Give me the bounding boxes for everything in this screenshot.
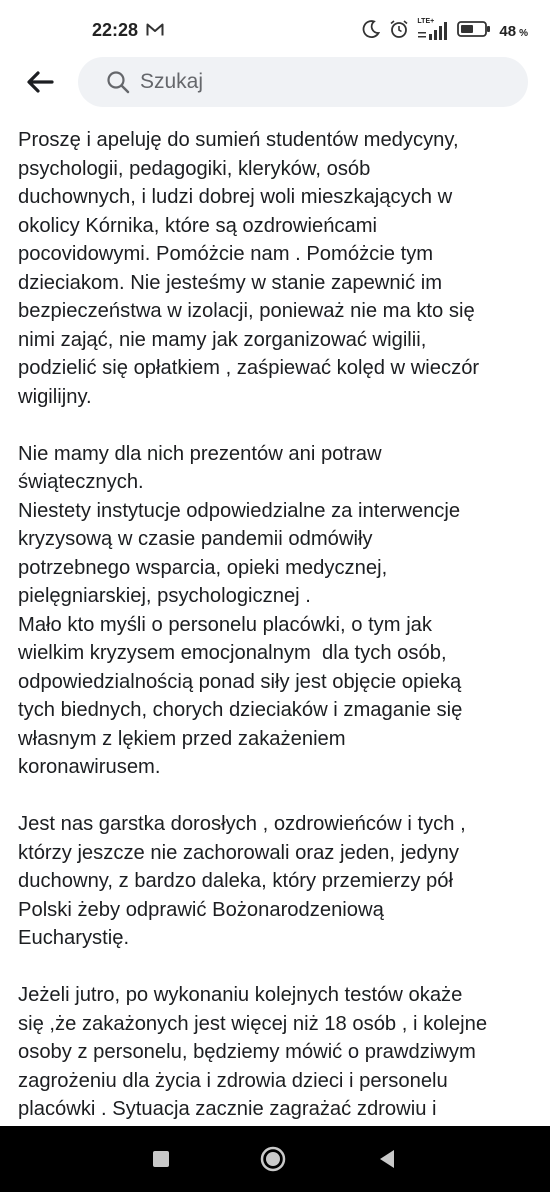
text-line: którzy jeszcze nie zachorowali oraz jeden, jedyny [18, 841, 459, 864]
text-line: Proszę i apeluję do sumień studentów medycyny, [18, 129, 459, 151]
text-line: Jest nas garstka dorosłych , ozdrowieńców i tych , [18, 813, 466, 835]
paragraph [18, 126, 538, 411]
text-line: psychologii, pedagogiki, kleryków, osób [18, 157, 371, 180]
text-line: Eucharystię. [18, 927, 130, 949]
text-line: Polski żeby odprawić Bożonarodzeniową [18, 898, 384, 921]
text-line: potrzebnego wsparcia, opieki medycznej, [18, 556, 388, 579]
home-icon [258, 1161, 288, 1178]
paragraph [18, 440, 538, 782]
text-line: nimi zająć, nie mamy jak zorganizować wigilii, [18, 328, 427, 351]
text-line: Mało kto myśli o personelu placówki, o tym jak [18, 613, 433, 636]
text-line: podzielić się opłatkiem , zaśpiewać kolęd w wieczór [18, 357, 480, 379]
text-line: koronawirusem. [18, 756, 161, 778]
battery-value: 48 [499, 22, 517, 40]
signal-icon [417, 20, 449, 42]
post-text [18, 126, 538, 1126]
paragraph-gap [18, 953, 538, 982]
text-line: pocovidowymi. Pomóżcie nam . Pomóżcie tym [18, 243, 434, 265]
text-line: kryzysową w czasie pandemii odmówiły [18, 528, 373, 550]
text-line: wigilijny. [18, 385, 92, 408]
paragraph [18, 810, 538, 953]
text-line: Niestety instytucje odpowiedzialne za interwencje [18, 499, 461, 522]
paragraph-gap [18, 411, 538, 440]
text-line: dzieciakom. Nie jesteśmy w stanie zapewnić im [18, 271, 443, 294]
text-line: placówki . Sytuacja zacznie zagrażać zdrowiu i [18, 1098, 437, 1120]
network-label: LTE+ [417, 18, 435, 25]
text-line: bezpieczeństwa w izolacji, ponieważ nie ma kto się [18, 300, 475, 322]
status-time: 22:28 [92, 20, 139, 40]
home-button[interactable] [258, 1144, 288, 1174]
search-input[interactable] [140, 63, 500, 101]
battery-unit: % [519, 27, 528, 39]
search-icon [106, 70, 130, 99]
text-line: odpowiedzialnością ponad siły jest objęcie opieką [18, 670, 462, 693]
text-line: wielkim kryzysem emocjonalnym dla tych osób, [18, 642, 447, 664]
paragraph-gap [18, 782, 538, 811]
text-line: duchownych, i ludzi dobrej woli mieszkających w [18, 186, 453, 208]
recents-icon [146, 1161, 176, 1178]
text-line: świątecznych. [18, 471, 144, 493]
status-bar [0, 0, 550, 62]
alarm-icon [389, 19, 409, 44]
back-arrow-icon [26, 70, 54, 99]
text-line: zagrożeniu dla życia i zdrowia dzieci i personelu [18, 1069, 448, 1092]
mail-icon [146, 23, 164, 42]
navigation-bar [0, 1126, 550, 1192]
back-icon [372, 1161, 402, 1178]
recents-button[interactable] [146, 1144, 176, 1174]
back-button[interactable] [20, 66, 60, 102]
text-line: duchowny, z bardzo daleka, który przemierzy pół [18, 870, 453, 892]
nav-back-button[interactable] [372, 1144, 402, 1174]
status-icons [361, 18, 528, 44]
battery-icon [457, 20, 491, 43]
text-line: Jeżeli jutro, po wykonaniu kolejnych testów okaże [18, 984, 463, 1006]
search-bar[interactable] [78, 57, 528, 107]
text-line: Nie mamy dla nich prezentów ani potraw [18, 442, 382, 465]
text-line: się ,że zakażonych jest więcej niż 18 osób , i kolejne [18, 1012, 488, 1035]
text-line: pielęgniarskiej, psychologicznej . [18, 585, 311, 607]
paragraph [18, 981, 538, 1124]
text-line: własnym z lękiem przed zakażeniem [18, 727, 346, 750]
moon-icon [361, 19, 381, 44]
top-bar [0, 56, 550, 110]
text-line: osoby z personelu, będziemy mówić o prawdziwym [18, 1041, 476, 1063]
text-line: okolicy Kórnika, które są ozdrowieńcami [18, 214, 378, 237]
text-line: tych biednych, chorych dzieciaków i zmaganie się [18, 699, 463, 721]
battery-percent [499, 23, 528, 40]
